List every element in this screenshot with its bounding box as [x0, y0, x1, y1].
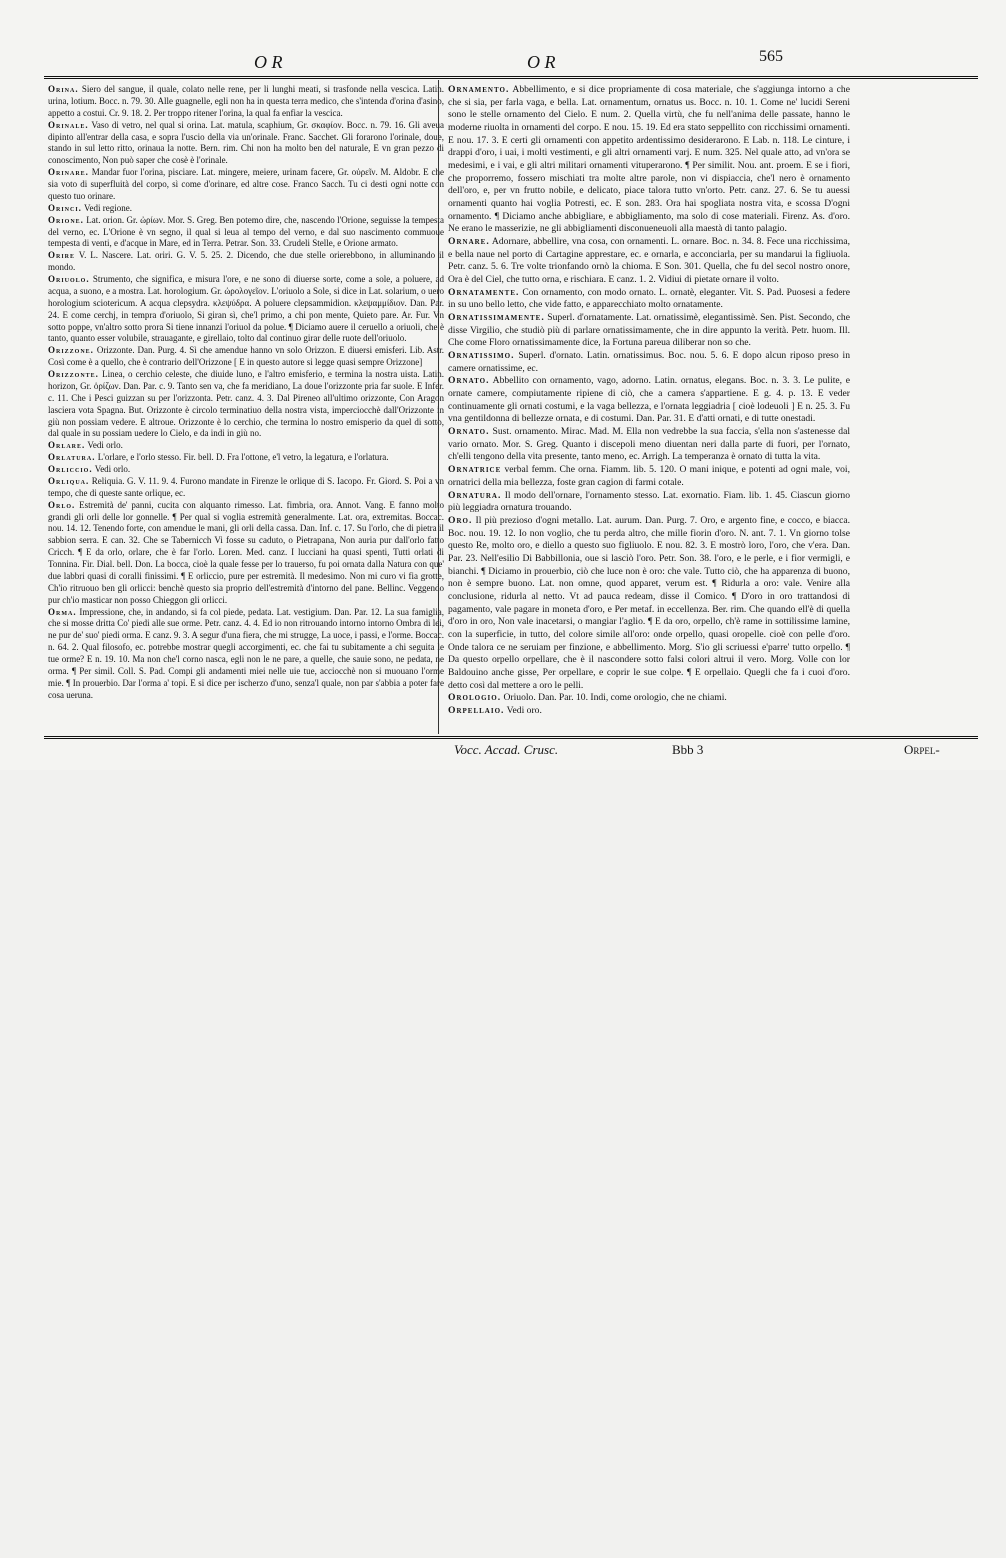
- dictionary-entry: [48, 345, 444, 369]
- dictionary-entry: [48, 452, 444, 464]
- dictionary-entry: [48, 167, 444, 203]
- entry-definition: Superl. d'ornatamente. Lat. ornatissimè, elegantissimè. Sen. Pist. Secondo, che disse Virgilio, che studiò più di parlare ornatissimamente, che in dire appunto la verità. Petr. huom. Ill. Che come Floro ornatissimamente dice, la Fortuna pareua diliberar non so che.: [448, 312, 850, 349]
- dictionary-entry: [448, 375, 850, 426]
- entry-definition: Linea, o cerchio celeste, che diuide luno, e l'altro emisferio, e termina la nostra uista. Latin. horizon, Gr. ὁρίζων. Dan. Par. c. 9. Tanto sen va, che fa meridiano, La doue l'orizzonte pria far suole. E Infer. c. 11. Che i Pesci guizzan su per l'orizzonta. Petr. canz. 4. 3. Dal Pireneo all'ultimo orizzonte, Con Aragon lasciera vota Spagna. But. Orizzonte è circolo terminatiuo della nostra vista, imperciocchè dall'Orizzonte in giù non possiam vedere. E altroue. Orizzonte è lo cerchio, che termina lo nostro emisperio da quel di sotto, dal quale in su possiam uedere lo Cielo, e da indi in giù no.: [48, 369, 444, 439]
- entry-headword: Orlo.: [48, 499, 76, 510]
- entry-definition: Vedi orlo.: [87, 440, 123, 451]
- entry-definition: Abbellimento, e si dice propriamente di cosa materiale, che s'aggiunga intorno a che che si sia, per farla vaga, e bella. Lat. ornamentum, ornatus us. Bocc. n. 10. 1. Come ne' lucidi Sereni sono le stelle ornamento del Cielo. E num. 2. Quella virtù, che fu nell'anima delle passate, hanno le moderne riuolta in ornamenti del corpo. E nou. 15. 19. Ed era stato seppellito con ricchissimi ornamenti. E nou. 17. 3. E certi gli ornamenti con appetito ardentissimo desiderarono. E Lab. n. 118. Le cinture, i drappi d'oro, i uai, i molti vestimenti, e gli altri ornamenti varj. E num. 325. Nel quale atto, ad vn'ora se medesimi, e i vai, e gli altri militari ornamenti vituperarono. ¶ Per similit. Nou. ant. proem. E se i fiori, che proporremo, fossero mischiati tra molte altre parole, non vi dispiaccia, che'l nero è ornamento dell'oro, e, per vn frutto nobile, e delicato, piace talora tutto vn'orto. Petr. canz. 27. 6. Se tu auessi ornamenti quanto hai voglia Potresti, ec. E son. 283. Ora hai spogliata nostra vita, e scossa D'ogni ornamento. ¶ Diciamo anche abbigliare, e abbigliamento, ma solo di cose materiali. Firenz. As. d'oro. Ne erano le masserizie, ne gli abbigliamenti disconueneuoli alla maestà di tanto palagio.: [448, 84, 850, 235]
- entry-headword: Ornamento.: [448, 84, 510, 95]
- entry-definition: Reliquia. G. V. 11. 9. 4. Furono mandate in Firenze le orlique di S. Iacopo. Fr. Giord. S. Poi a vn tempo, che di queste sante orlique, ec.: [48, 475, 444, 498]
- entry-headword: Orizzone.: [48, 345, 94, 356]
- entry-definition: Vedi oro.: [506, 704, 542, 716]
- dictionary-entry: [48, 476, 444, 500]
- entry-headword: Ornatura.: [448, 489, 502, 501]
- dictionary-entry: [448, 287, 850, 312]
- entry-definition: Impressione, che, in andando, si fa col piede, pedata. Lat. vestigium. Dan. Par. 12. La sua famiglia, che si mosse dritta Co' piedi alle sue orme. Petr. canz. 4. 4. Ed io non ritrouando intorno intorno Ombra di lei, ne pur de' suo' piedi orma. E canz. 9. 3. A segur d'una fiera, che mi strugge, La uoce, i passi, e l'orme. Boccac. n. 64. 2. Qual filosofo, ec. potrebbe mostrar quegli accorgimenti, ec. che fai tu subitamente a chi seguita le tue orme? E n. 19. 10. Ma non che'l corno nasca, egli non le ne pare, a quelle, che sauie sono, ne pedata, ne orma. ¶ Per simil. Coll. S. Pad. Compi gli andamenti miei nelle uie tue, acciocchè non si muouano l'orme mie. ¶ In prouerbio. Dar l'orma a' topi. E si dice per ischerzo d'uno, senza'l quale, non par s'abbia a poter fare cosa ueruna.: [48, 606, 444, 700]
- dictionary-entry: [48, 440, 444, 452]
- dictionary-entry: [48, 464, 444, 476]
- dictionary-entry: [48, 369, 444, 440]
- entry-headword: Orinci.: [48, 202, 82, 213]
- entry-definition: Sust. ornamento. Mirac. Mad. M. Ella non vedrebbe la sua faccia, s'ella non s'astenesse dal vario ornato. Mor. S. Greg. Quanto i discepoli meno diuentan neri dalla parte di fuori, per l'ornato, ch'elli tengono della vita presente, tanto meno, ec. Arrigh. La temperanza è ornato di tutta la vita.: [448, 426, 850, 463]
- dictionary-entry: [48, 215, 444, 251]
- dictionary-entry: [448, 705, 850, 718]
- catchword: Orpel-: [904, 742, 940, 757]
- dictionary-entry: [48, 500, 444, 607]
- entry-definition: Siero del sangue, il quale, colato nelle rene, per li lunghi meati, si trasfonde nella vescica. Latin. urina, lotium. Bocc. n. 79. 30. Alle guagnelle, egli non ha in questa terra medico, che s'intenda d'orina d'asino, appetto a costui. Cr. 9. 18. 2. Per troppo ritener l'orina, la qual fa enfiar la vescica.: [48, 84, 444, 118]
- entry-definition: Mandar fuor l'orina, pisciare. Lat. mingere, meiere, urinam facere, Gr. οὐρεῖν. M. Aldobr. E che sia voto di superfluità del corpo, sì come d'orinare, ed altre cose. Franco Sacch. Tu ci desti ogni notte con questo tuo orinare.: [48, 167, 444, 201]
- entry-definition: Superl. d'ornato. Latin. ornatissimus. Boc. nou. 5. 6. E dopo alcun riposo preso in camere ornatissime, ec.: [448, 350, 850, 374]
- dictionary-entry: [448, 236, 850, 287]
- entry-headword: Orinale.: [48, 119, 89, 130]
- dictionary-entry: [448, 464, 850, 489]
- entry-headword: Orinare.: [48, 167, 89, 178]
- dictionary-entry: [48, 607, 444, 702]
- entry-headword: Ornatrice: [448, 464, 502, 476]
- dictionary-entry: [48, 250, 444, 274]
- entry-definition: L'orlare, e l'orlo stesso. Fir. bell. D. Fra l'ottone, e'l vetro, la legatura, e l'orlatura.: [97, 452, 389, 463]
- entry-headword: Orma.: [48, 606, 77, 617]
- entry-headword: Oriuolo.: [48, 274, 90, 284]
- entry-headword: Orizzonte.: [48, 369, 99, 379]
- entry-headword: Ornato.: [448, 375, 490, 387]
- entry-definition: Vaso di vetro, nel qual si orina. Lat. matula, scaphium, Gr. σκαφίον. Bocc. n. 79. 16. Gli aveua dipinto all'entrar della casa, e sopra l'uscio della via un'orinale. Franc. Sacchet. Gli forarono l'orinale, doue, stando in sul letto ritto, orinaua la notte. Bern. rim. Chi non ha molto ben del naturale, E vn gran pezzo di conoscimento, Non può saper che cosè è l'orinale.: [48, 119, 444, 166]
- dictionary-entry: [48, 120, 444, 168]
- page-number: 565: [759, 48, 783, 65]
- entry-definition: Estremità de' panni, cucita con alquanto rimesso. Lat. fimbria, ora. Annot. Vang. E fanno molto grandi gli orli delle lor gonnelle. ¶ Per qual si voglia estremità generalmente. Lat. ora, extremitas. Boccac. nou. 14. 12. Tenendo forte, con amendue le mani, gli orli della cassa. Dan. Inf. c. 17. Su l'orlo, che di pietra il sabbion serra. E can. 32. Che se Tabernicch Vi fosse su caduto, o Pietrapana, Non auria pur dall'orlo fatto Cricch. ¶ E da orlo, orlare, che è far l'orlo. Loren. Med. canz. I lucciani ha quasi spenti, Tutti orlati di Tonnina. Fir. Dial. bell. Don. La bocca, cioè la quale fesse per lo trauerso, fu poi ornata dalla Natura con que' due labbri quasi di coralli finissimi. ¶ E orliccio, pure per estremità. Il medesimo. Non mi curo vi fia grotte, Ch'io ritruouo ben gli orlicci: benchè questo sia proprio dell'estremità d'intorno del pane. Bellinc. Veggendo pur ch'io masticar non posso Chieggon gli orlicci.: [48, 499, 444, 605]
- dictionary-entry: [448, 312, 850, 350]
- blank-page-area: [0, 770, 1006, 1558]
- entry-definition: Lat. orion. Gr. ὠρίων. Mor. S. Greg. Ben potemo dire, che, nascendo l'Orione, seguisse la tempesta del verno, ec. L'Orione è vn segno, il qual si leua al tempo del verno, e dal suo nascimento commuoue tempesta di venti, e d'acque in Mare, ed in Terra. Petrar. Son. 33. Crudeli Stelle, e Orione armato.: [48, 214, 444, 249]
- entry-headword: Orire: [48, 250, 76, 261]
- left-column: [48, 84, 444, 732]
- header-center-letters: O R: [527, 52, 556, 72]
- entry-definition: Vedi regione.: [84, 202, 132, 213]
- dictionary-entry: [448, 84, 850, 236]
- dictionary-entry: [448, 426, 850, 464]
- dictionary-entry: [448, 350, 850, 375]
- dictionary-entry: [448, 490, 850, 515]
- entry-definition: Con ornamento, con modo ornato. L. ornatè, eleganter. Vit. S. Pad. Puosesi a federe in su uno bello letto, che vide fatto, e apparecchiato molto ornatamente.: [448, 286, 850, 311]
- entry-headword: Ornatissimo.: [448, 350, 515, 362]
- header-rule: [44, 76, 978, 79]
- right-column: [448, 84, 850, 732]
- entry-headword: Orpellaio.: [448, 704, 505, 716]
- entry-definition: Strumento, che significa, e misura l'ore, e ne sono di diuerse sorte, come a sole, a poluere, ad acqua, a suono, e a mostra. Lat. horologium. Gr. ὡρολογεῖον. L'oriuolo a Sole, si dice in Lat. solarium, o uero horologium sciotericum. A acqua clepsydra. κλεψύδρα. A poluere clepsammidion. κλεψαμμίδιον. Dan. Par. 24. E come cerchj, in tempra d'oriuolo, Si giran sì, che'l primo, a chi pon mente, Quieto pare. Ar. Fur. Vn sotto poppe, vn'altro sotto prora Si tiene innanzi l'oriuol da polue. ¶ Diciamo auere il ceruello a oriuoli, che è tanto, quanto esser volubile, strauagante, e girellaio, tolto dal continuo girar delle ruote dell'oriuolo.: [48, 274, 444, 344]
- dictionary-entry: [48, 84, 444, 120]
- entry-headword: Oro.: [448, 514, 473, 526]
- entry-definition: V. L. Nascere. Lat. oriri. G. V. 5. 25. 2. Dicendo, che due stelle orierebbono, in alluminando il mondo.: [48, 250, 444, 273]
- entry-definition: verbal femm. Che orna. Fiamm. lib. 5. 120. O mani inique, e potenti ad ogni male, voi, ornatrici della mia bellezza, foste gran cagion di farmi cotale.: [448, 464, 850, 488]
- entry-headword: Ornare.: [448, 236, 490, 248]
- dictionary-entry: [448, 692, 850, 705]
- entry-headword: Orologio.: [448, 692, 502, 704]
- entry-definition: Vedi orlo.: [94, 464, 131, 474]
- entry-definition: Abbellito con ornamento, vago, adorno. Latin. ornatus, elegans. Boc. n. 3. 3. Le pulite, e ornate camere, compiutamente ripiene di ciò, che a camera s'appartiene. E g. 4. p. 13. E veder continuamente gli ornati costumi, e la vaga bellezza, e l'ornata leggiadria [ cioè lodeuoli ] E n. 25. 3. Fu vna gentildonna di bellezze ornata, e di costumi. Dan. Par. 31. E d'atti ornati, e di tutte onestadi.: [448, 375, 850, 425]
- page-footer: [44, 742, 978, 762]
- column-divider: [438, 80, 439, 734]
- entry-definition: Il modo dell'ornare, l'ornamento stesso. Lat. exornatio. Fiam. lib. 1. 45. Ciascun giorno più leggiadra ornatura trouando.: [448, 489, 850, 514]
- entry-definition: Orizzonte. Dan. Purg. 4. Sì che amendue hanno vn solo Orizzon. E diuersi emisferi. Lib. Astr. Così come è a quello, che è contrario dell'Orizzone [ E in questo autore si legge quasi sempre Orizzone]: [48, 345, 444, 368]
- entry-headword: Ornatissimamente.: [448, 312, 545, 324]
- entry-headword: Ornatamente.: [448, 286, 520, 298]
- dictionary-entry: [48, 274, 444, 345]
- entry-headword: Orione.: [48, 214, 84, 225]
- entry-definition: Adornare, abbellire, vna cosa, con ornamenti. L. ornare. Boc. n. 34. 8. Fece una ricchissima, e bella naue nel porto di Cartagine apprestare, ec. e ornarla, e acconciarla, per su mandarui la figliuola. Petr. canz. 5. 6. Tre volte trionfando ornò la chioma. E Son. 301. Quella, che fu del secol nostro onore, Ora è del Ciel, che tutto orna, e rischiara. E canz. 1. 2. Vidiui di pietate ornare il volto.: [448, 236, 850, 286]
- entry-headword: Orliqua.: [48, 475, 90, 486]
- entry-headword: Orina.: [48, 84, 79, 94]
- entry-definition: Il più prezioso d'ogni metallo. Lat. aurum. Dan. Purg. 7. Oro, e argento fine, e cocco, e biacca. Boc. nou. 19. 12. Io non voglio, che tu perda altro, che mille fiorin d'oro. N. ant. 7. 1. Vn giorno tolse questo Re, molto oro, e diello a questo suo figliuolo. E nou. 82. 3. E mostrò loro, l'oro, che v'era. Dan. Par. 23. Nell'esilio Di Babbillonia, oue si lasciò l'oro. Petr. Son. 38. l'oro, e le perle, e i fior vermigli, e bianchi. ¶ Diciamo in prouerbio, ciò che luce non è oro: che vale. Tutto ciò, che ha apparenza di buono, non è sempre buono. Lat. non omne, quod apparet, verum est. ¶ Ridurla a oro: vale. Venire alla conclusione, ridurla al netto. Vt ad pauca redeam, disse il Comico. ¶ D'oro in oro trattandosi di pagamento, vale pagare in moneta d'oro, e Per metaf. in eccellenza. Ber. rim. Che quando ell'è di quella d'oro in oro, Non vale inacetarsi, o mangiar l'aglio. ¶ E da oro, orpello, ch'è rame in sottilissime lamine, con la superficie, in tutto, del colore simile all'oro: onde orpello, quasi oropelle. cioè con pelle d'oro. Onde talora ce ne seruiam per finzione, e abbellimento. Morg. S'io gli scriuessi e'parre' tutto orpello. ¶ Da questo orpello orpellare, che è il nascondere sotto falsi colori altrui il vero. Morg. Volle con lor Baldouino anche gisse, Per orpellare, e coprir le sue colpe. ¶ E orpellaio. Quegli che fa i cuoi d'oro. detto così dal mettere a oro le pelli.: [448, 514, 850, 691]
- entry-headword: Orlatura.: [48, 452, 96, 463]
- running-header: [44, 48, 974, 76]
- header-left-letters: O R: [254, 52, 283, 72]
- sheet-mark: Bbb 3: [672, 742, 704, 757]
- footer-rule: [44, 736, 978, 739]
- dictionary-entry: [48, 203, 444, 215]
- entry-definition: Oriuolo. Dan. Par. 10. Indi, come orologio, che ne chiami.: [503, 692, 727, 704]
- footer-signature: Vocc. Accad. Crusc.: [454, 742, 559, 757]
- entry-headword: Orlare.: [48, 440, 86, 451]
- dictionary-entry: [448, 515, 850, 692]
- entry-headword: Ornato.: [448, 426, 490, 438]
- entry-headword: Orliccio.: [48, 464, 93, 474]
